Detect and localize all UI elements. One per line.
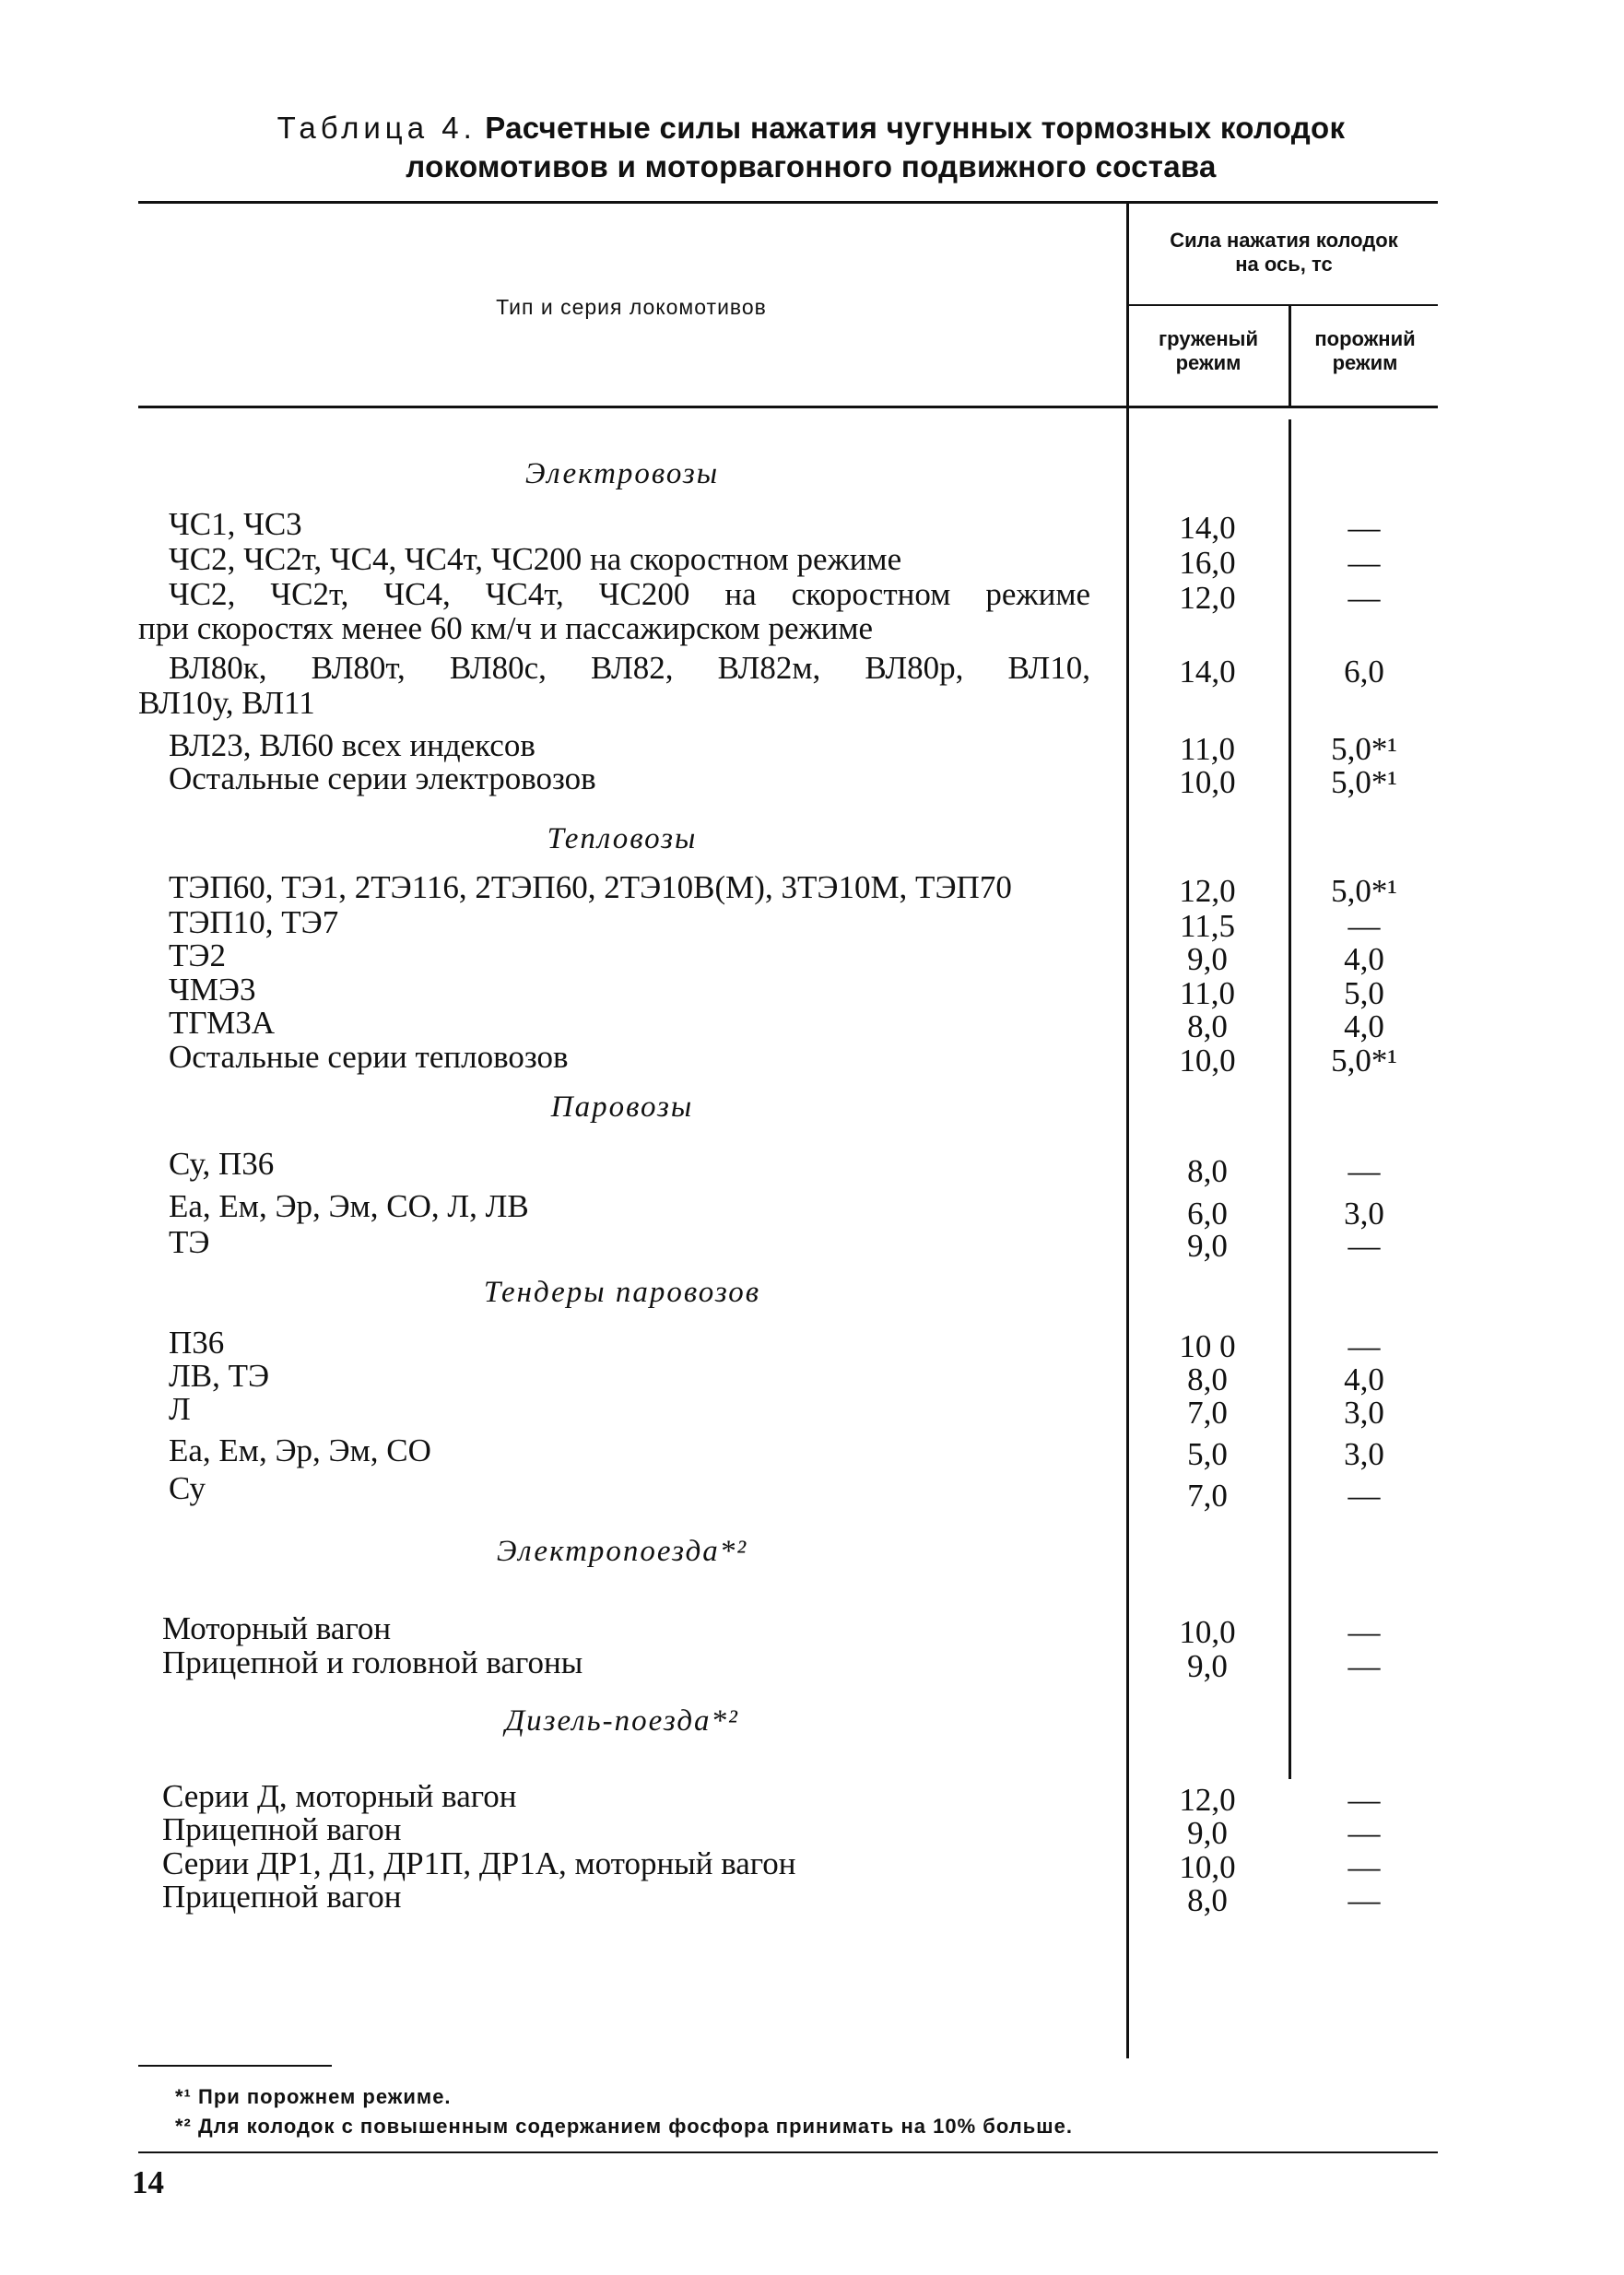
- section-tenders: Тендеры паровозов: [483, 1276, 761, 1309]
- row-name-continued: при скоростях менее 60 км/ч и пассажирском режиме: [138, 610, 874, 646]
- row-loaded: 9,0: [1187, 1648, 1228, 1684]
- header-type-label: Тип и серия локомотивов: [496, 295, 767, 319]
- row-loaded: 9,0: [1187, 941, 1228, 977]
- row-empty: 4,0: [1344, 941, 1384, 977]
- row-loaded: 8,0: [1187, 1882, 1228, 1918]
- row-loaded: 10,0: [1179, 1849, 1236, 1885]
- row-empty: 4,0: [1344, 1008, 1384, 1044]
- row-empty: 5,0*¹: [1331, 764, 1397, 800]
- row-loaded: 8,0: [1187, 1153, 1228, 1189]
- row-empty: —: [1347, 1782, 1381, 1818]
- row-empty: 5,0: [1344, 975, 1384, 1011]
- row-loaded: 5,0: [1187, 1436, 1228, 1472]
- row-loaded: 10,0: [1179, 1614, 1236, 1650]
- row-name: Прицепной вагон: [162, 1811, 402, 1847]
- row-empty: —: [1347, 1849, 1381, 1885]
- section-electric: Электровозы: [524, 457, 720, 490]
- row-empty: —: [1347, 1328, 1381, 1364]
- row-loaded: 12,0: [1179, 1782, 1236, 1818]
- table-title: [138, 109, 1484, 186]
- footnote-2: *² Для колодок с повышенным содержанием фосфора принимать на 10% больше.: [175, 2115, 1073, 2138]
- row-empty: 3,0: [1344, 1395, 1384, 1431]
- row-loaded: 16,0: [1179, 545, 1236, 581]
- row-empty: —: [1347, 1648, 1381, 1684]
- row-name: ВЛ23, ВЛ60 всех индексов: [169, 727, 535, 763]
- section-steam: Паровозы: [550, 1090, 694, 1124]
- row-name: Прицепной и головной вагоны: [162, 1644, 583, 1680]
- row-loaded: 8,0: [1187, 1008, 1228, 1044]
- page-number: 14: [132, 2164, 164, 2200]
- row-loaded: 9,0: [1187, 1228, 1228, 1264]
- row-empty: 5,0*¹: [1331, 873, 1397, 909]
- row-name: Л: [169, 1391, 191, 1427]
- row-name: Су: [169, 1470, 206, 1506]
- row-loaded: 11,0: [1180, 731, 1235, 767]
- row-loaded: 7,0: [1187, 1478, 1228, 1514]
- table-title-line1: Расчетные силы нажатия чугунных тормозных колодок: [485, 111, 1346, 145]
- column-divider-sub-body: [1289, 419, 1291, 1779]
- row-loaded: 11,5: [1180, 908, 1235, 944]
- row-name: ТГМ3А: [169, 1005, 276, 1041]
- row-name: ЧС1, ЧС3: [169, 506, 302, 542]
- row-name: Еа, Ем, Эр, Эм, СО: [169, 1432, 431, 1468]
- row-empty: 5,0*¹: [1331, 731, 1397, 767]
- header-mid-rule: [1126, 304, 1438, 306]
- row-loaded: 7,0: [1187, 1395, 1228, 1431]
- row-name: ВЛ80к, ВЛ80т, ВЛ80с, ВЛ82, ВЛ82м, ВЛ80р, ВЛ10,: [169, 650, 1090, 686]
- row-empty: 5,0*¹: [1331, 1043, 1397, 1079]
- row-empty: —: [1347, 1815, 1381, 1851]
- header-force-label: Сила нажатия колодок на ось, тс: [1170, 229, 1398, 276]
- row-empty: —: [1347, 1478, 1381, 1514]
- page-bottom-rule: [138, 2151, 1438, 2153]
- section-diesel: Тепловозы: [547, 822, 698, 855]
- header-bottom-rule: [138, 406, 1438, 408]
- section-dmu: Дизель-поезда*²: [505, 1704, 739, 1738]
- row-loaded: 8,0: [1187, 1361, 1228, 1397]
- footnote-rule: [138, 2065, 332, 2067]
- row-empty: 3,0: [1344, 1436, 1384, 1472]
- row-empty: —: [1347, 1153, 1381, 1189]
- row-name: ТЭ2: [169, 937, 226, 973]
- row-loaded: 6,0: [1187, 1196, 1228, 1232]
- column-divider-main: [1126, 204, 1129, 2058]
- row-name: Серии Д, моторный вагон: [162, 1778, 517, 1814]
- row-name: ТЭ: [169, 1224, 210, 1260]
- row-name: Остальные серии электровозов: [169, 760, 596, 796]
- row-loaded: 10,0: [1179, 764, 1236, 800]
- row-empty: —: [1347, 1228, 1381, 1264]
- row-loaded: 10 0: [1179, 1328, 1236, 1364]
- row-loaded: 9,0: [1187, 1815, 1228, 1851]
- row-name: Су, П36: [169, 1146, 275, 1182]
- row-loaded: 12,0: [1179, 580, 1236, 616]
- row-name: Серии ДР1, Д1, ДР1П, ДР1А, моторный вагон: [162, 1845, 796, 1881]
- table-number: Таблица 4.: [277, 111, 477, 145]
- row-loaded: 14,0: [1179, 654, 1236, 690]
- row-name: ТЭП10, ТЭ7: [169, 904, 339, 940]
- section-emu: Электропоезда*²: [496, 1535, 748, 1568]
- footnote-1: *¹ При порожнем режиме.: [175, 2085, 452, 2108]
- row-empty: —: [1347, 1614, 1381, 1650]
- row-empty: 6,0: [1344, 654, 1384, 690]
- row-name: Остальные серии тепловозов: [169, 1039, 569, 1075]
- row-name: ЧС2, ЧС2т, ЧС4, ЧС4т, ЧС200 на скоростном режиме: [169, 576, 1090, 612]
- row-name: Моторный вагон: [162, 1610, 392, 1646]
- row-empty: 3,0: [1344, 1196, 1384, 1232]
- row-name-continued: ВЛ10у, ВЛ11: [138, 685, 315, 721]
- header-loaded-mode: груженый режим: [1159, 327, 1258, 374]
- row-empty: —: [1347, 908, 1381, 944]
- row-loaded: 11,0: [1180, 975, 1235, 1011]
- table-title-line2: локомотивов и моторвагонного подвижного состава: [406, 149, 1217, 183]
- column-divider-sub: [1289, 304, 1291, 407]
- header-empty-mode: порожний режим: [1314, 327, 1416, 374]
- row-loaded: 14,0: [1179, 510, 1236, 546]
- row-name: Еа, Ем, Эр, Эм, СО, Л, ЛВ: [169, 1188, 529, 1224]
- row-empty: —: [1347, 545, 1381, 581]
- row-empty: —: [1347, 580, 1381, 616]
- row-empty: —: [1347, 510, 1381, 546]
- row-loaded: 10,0: [1179, 1043, 1236, 1079]
- row-name: ТЭП60, ТЭ1, 2ТЭ116, 2ТЭП60, 2ТЭ10В(М), 3ТЭ10М, ТЭП70: [169, 869, 1012, 905]
- row-empty: 4,0: [1344, 1361, 1384, 1397]
- row-empty: —: [1347, 1882, 1381, 1918]
- row-loaded: 12,0: [1179, 873, 1236, 909]
- row-name: П36: [169, 1325, 225, 1361]
- table-top-rule: [138, 201, 1438, 204]
- row-name: ЛВ, ТЭ: [169, 1358, 270, 1394]
- row-name: ЧМЭ3: [169, 972, 256, 1008]
- row-name: ЧС2, ЧС2т, ЧС4, ЧС4т, ЧС200 на скоростном режиме: [169, 541, 902, 577]
- row-name: Прицепной вагон: [162, 1879, 402, 1915]
